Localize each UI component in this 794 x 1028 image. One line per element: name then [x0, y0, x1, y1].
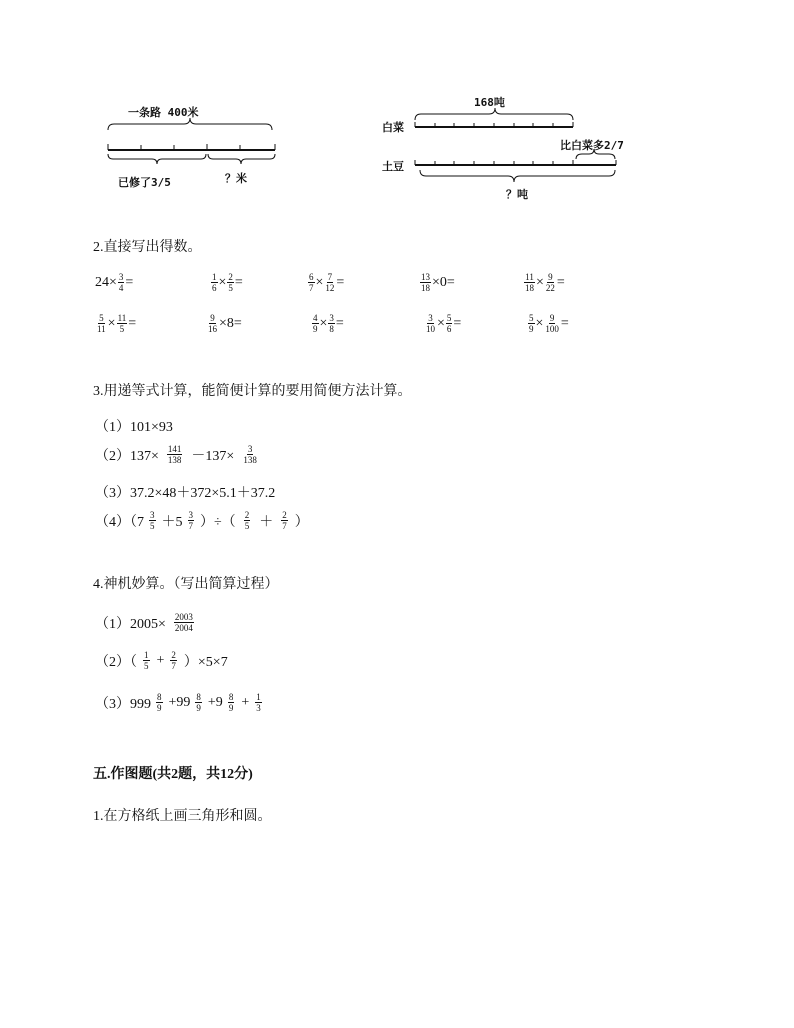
section-4-title: 4.神机妙算。（写出简算过程） [93, 577, 279, 592]
cabbage-total-label: 168吨 [474, 96, 505, 109]
section-2-title: 2.直接写出得数。 [93, 240, 202, 255]
calc-row-1 [95, 272, 565, 293]
fraction: $\frac{3}{10}$ [426, 313, 435, 334]
fraction: $\frac{2}{5}$ [228, 272, 233, 293]
section-3-q3: （3）37.2×48＋372×5.1＋37.2 [95, 486, 276, 501]
calc-item: $\frac{13}{18}$ ×0= [421, 272, 455, 293]
road-remaining-label: ？米 [225, 172, 247, 185]
fraction: $\frac{3}{5}$ [150, 510, 155, 531]
vegetable-diagram-svg [380, 92, 650, 202]
fraction: $\frac{1}{5}$ [144, 650, 149, 671]
fraction: $\frac{9}{22}$ [545, 272, 555, 293]
cabbage-row-label: 白菜 [382, 121, 404, 134]
calc-item: $\frac{1}{6}$ × $\frac{2}{5}$ = [212, 272, 243, 293]
calc-item: $\frac{4}{9}$ × $\frac{3}{8}$ = [313, 313, 344, 334]
fraction: $\frac{6}{7}$ [309, 272, 314, 293]
calc-item: $\frac{5}{11}$ × $\frac{11}{5}$ = [97, 313, 137, 334]
fraction: $\frac{5}{11}$ [97, 313, 106, 334]
calc-item: $\frac{3}{10}$ × $\frac{5}{6}$ = [426, 313, 462, 334]
fraction: $\frac{7}{12}$ [325, 272, 335, 293]
section-3-title: 3.用递等式计算，能简便计算的要用简便方法计算。 [93, 384, 412, 399]
road-total-label: 一条路 400米 [128, 106, 199, 119]
calc-item: $\frac{9}{16}$ ×8= [208, 313, 242, 334]
calc-row-2 [95, 313, 569, 334]
fraction: $\frac{9}{100}$ [545, 313, 559, 334]
calc-prefix: 24× [95, 274, 117, 290]
section-3-q1: （1）101×93 [95, 420, 173, 435]
fraction: $\frac{2}{7}$ [282, 510, 287, 531]
section-5-q1: 1.在方格纸上画三角形和圆。 [93, 809, 272, 824]
fraction: $\frac{9}{16}$ [208, 313, 217, 334]
fraction: $\frac{5}{6}$ [446, 313, 452, 334]
calc-item: $\frac{6}{7}$ × $\frac{7}{12}$ = [309, 272, 345, 293]
section-3-q2: （2）137× $\frac{141}{138}$ －137× $\frac{3}{138}$ [95, 444, 257, 465]
section-5-heading: 五.作图题(共2题，共12分) [93, 767, 253, 782]
fraction: $\frac{3}{138}$ [243, 444, 257, 465]
road-built-label: 已修了3/5 [118, 176, 171, 189]
fraction: $\frac{2}{7}$ [171, 650, 176, 671]
fraction: $\frac{11}{5}$ [117, 313, 127, 334]
fraction: $\frac{141}{138}$ [167, 444, 182, 465]
fraction: $\frac{11}{18}$ [525, 272, 534, 293]
calc-suffix: = [125, 274, 134, 290]
fraction: $\frac{1}{3}$ [256, 692, 261, 713]
fraction: $\frac{13}{18}$ [421, 272, 430, 293]
calc-item: $\frac{5}{9}$ × $\frac{9}{100}$ = [529, 313, 569, 334]
line-diagram-vegetables [380, 92, 650, 202]
calc-item: $\frac{11}{18}$ × $\frac{9}{22}$ = [525, 272, 565, 293]
fraction: $\frac{3}{8}$ [329, 313, 334, 334]
calc-item [95, 272, 210, 293]
potato-unknown-label: ？吨 [506, 188, 528, 201]
more-than-cabbage-label: 比白菜多2/7 [560, 139, 624, 152]
fraction: $\frac{3}{7}$ [188, 510, 193, 531]
section-3-q4: （4）（7 $\frac{3}{5}$ ＋5 $\frac{3}{7}$ ）÷（ $\frac{2}{5}$ ＋ $\frac{2}{7}$ ） [95, 510, 309, 531]
fraction: $\frac{5}{9}$ [529, 313, 534, 334]
potato-row-label: 土豆 [382, 160, 404, 173]
section-4-q3: （3）999 $\frac{8}{9}$ +99 $\frac{8}{9}$ +9 $\frac{8}{9}$ + $\frac{1}{3}$ [95, 692, 261, 713]
fraction: $\frac{8}{9}$ [157, 692, 162, 713]
fraction: $\frac{2003}{2004}$ [174, 612, 193, 633]
fraction: $\frac{3}{4}$ [118, 272, 124, 293]
fraction: $\frac{8}{9}$ [228, 692, 234, 713]
fraction: $\frac{1}{6}$ [212, 272, 217, 293]
fraction: $\frac{4}{9}$ [313, 313, 318, 334]
fraction: $\frac{2}{5}$ [244, 510, 250, 531]
section-4-q1: （1）2005× $\frac{2003}{2004}$ [95, 612, 193, 633]
fraction: $\frac{8}{9}$ [196, 692, 201, 713]
section-4-q2: （2）（ $\frac{1}{5}$ + $\frac{2}{7}$ ）×5×7 [95, 650, 228, 671]
line-diagram-road [100, 100, 290, 195]
